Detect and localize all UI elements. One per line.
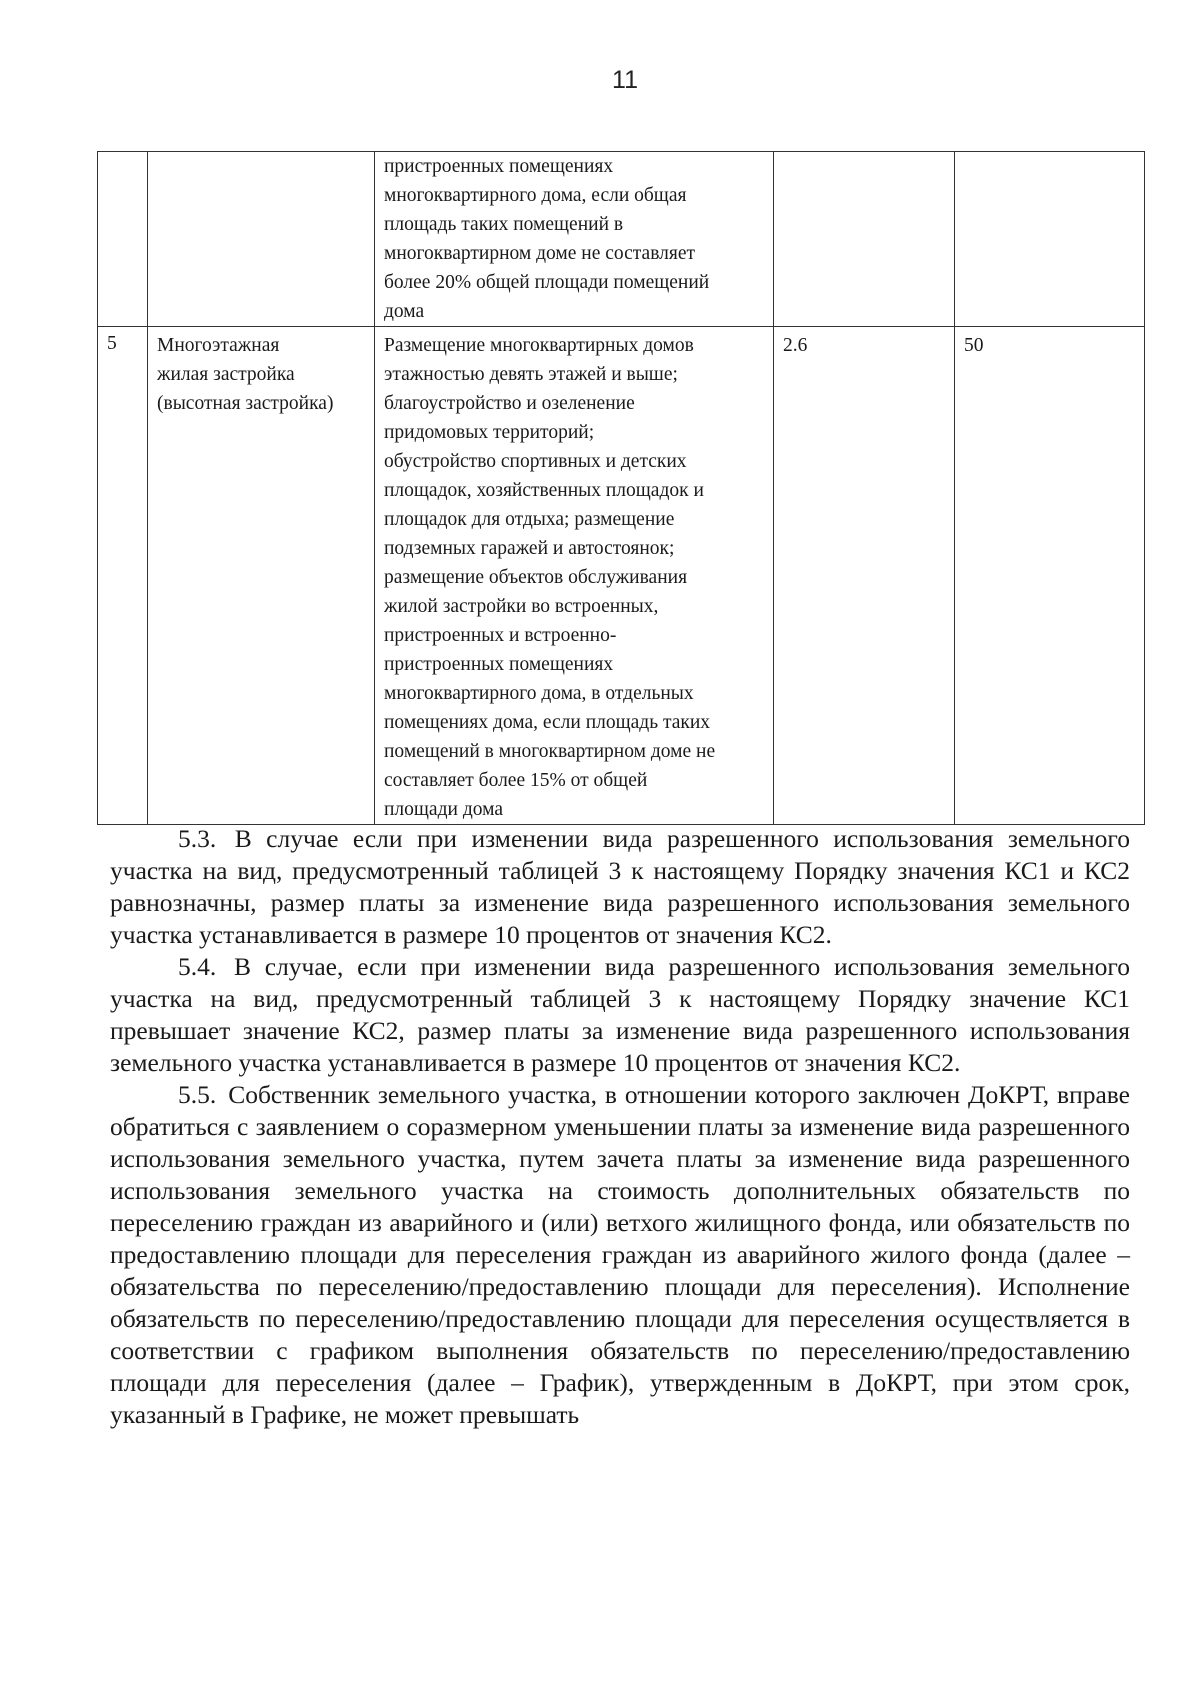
table-row-5	[98, 327, 1145, 825]
cell-code: 2.6	[774, 327, 955, 825]
description-line: многоквартирного дома, в отдельных	[384, 683, 694, 704]
description-line: пристроенных и встроенно-	[384, 625, 617, 646]
cell-code	[774, 152, 955, 327]
paragraph-number: 5.3.	[178, 824, 217, 853]
name-line: (высотная застройка)	[157, 393, 334, 414]
description-line: помещениях дома, если площадь таких	[384, 712, 711, 733]
paragraph-5-3	[110, 823, 1130, 951]
description-line: помещений в многоквартирном доме не	[384, 741, 716, 762]
description-line: обустройство спортивных и детских	[384, 451, 687, 472]
description-line: Размещение многоквартирных домов	[384, 335, 694, 356]
table-row-continuation	[98, 152, 1145, 327]
name-line: жилая застройка	[157, 364, 295, 385]
paragraph-text: В случае, если при изменении вида разрешенного использования земельного участка на вид, предусмотренный таблицей 3 к настоящему Порядку значение КС1 превышает значение КС2, размер платы за изменение вида разрешенного использования земельного участка устанавливается в размере 10 процентов от значения КС2.	[110, 952, 1130, 1077]
description-line: придомовых территорий;	[384, 422, 595, 443]
cell-value	[955, 152, 1145, 327]
description-line: площадок для отдыха; размещение	[384, 509, 675, 530]
description-line: этажностью девять этажей и выше;	[384, 364, 678, 385]
paragraph-5-5	[110, 1079, 1130, 1431]
description-line: жилой застройки во встроенных,	[384, 596, 659, 617]
description-line: размещение объектов обслуживания	[384, 567, 688, 588]
paragraph-text: Собственник земельного участка, в отношении которого заключен ДоКРТ, вправе обратиться с заявлением о соразмерном уменьшении платы за изменение вида разрешенного использования земельного участка, путем зачета платы за изменение вида разрешенного использования земельного участка на стоимость дополнительных обязательств по переселению граждан из аварийного и (или) ветхого жилищного фонда, или обязательств по предоставлению площади для переселения граждан из аварийного жилого фонда (далее – обязательства по переселению/предоставлению площади для переселения). Исполнение обязательств по переселению/предоставлению площади для переселения осуществляется в соответствии с графиком выполнения обязательств по переселению/предоставлению площади для переселения (далее – График), утвержденным в ДоКРТ, при этом срок, указанный в Графике, не может превышать	[110, 1080, 1130, 1429]
paragraph-text: В случае если при изменении вида разрешенного использования земельного участка на вид, предусмотренный таблицей 3 к настоящему Порядку значения КС1 и КС2 равнозначны, размер платы за изменение вида разрешенного использования земельного участка устанавливается в размере 10 процентов от значения КС2.	[110, 824, 1130, 949]
cell-number	[98, 152, 148, 327]
cell-description	[375, 327, 774, 825]
cell-number: 5	[98, 327, 148, 825]
cell-name	[148, 152, 375, 327]
description-line: многоквартирного дома, если общая	[384, 185, 687, 206]
description-line: подземных гаражей и автостоянок;	[384, 538, 675, 559]
paragraph-number: 5.4.	[178, 952, 217, 981]
description-line: более 20% общей площади помещений	[384, 272, 710, 293]
description-line: благоустройство и озеленение	[384, 393, 635, 414]
description-line: дома	[384, 301, 425, 322]
description-line: многоквартирном доме не составляет	[384, 243, 696, 264]
name-line: Многоэтажная	[157, 335, 280, 356]
land-use-table	[97, 151, 1145, 825]
description-line: площади дома	[384, 799, 503, 820]
cell-value: 50	[955, 327, 1145, 825]
description-line: пристроенных помещениях	[384, 654, 614, 675]
paragraph-number: 5.5.	[178, 1080, 217, 1109]
description-line: площадок, хозяйственных площадок и	[384, 480, 704, 501]
paragraph-5-4	[110, 951, 1130, 1079]
description-line: площадь таких помещений в	[384, 214, 624, 235]
description-line: составляет более 15% от общей	[384, 770, 648, 791]
cell-name	[148, 327, 375, 825]
body-text	[110, 823, 1130, 1431]
cell-description	[375, 152, 774, 327]
page-number: 11	[612, 66, 638, 94]
description-line: пристроенных помещениях	[384, 156, 614, 177]
